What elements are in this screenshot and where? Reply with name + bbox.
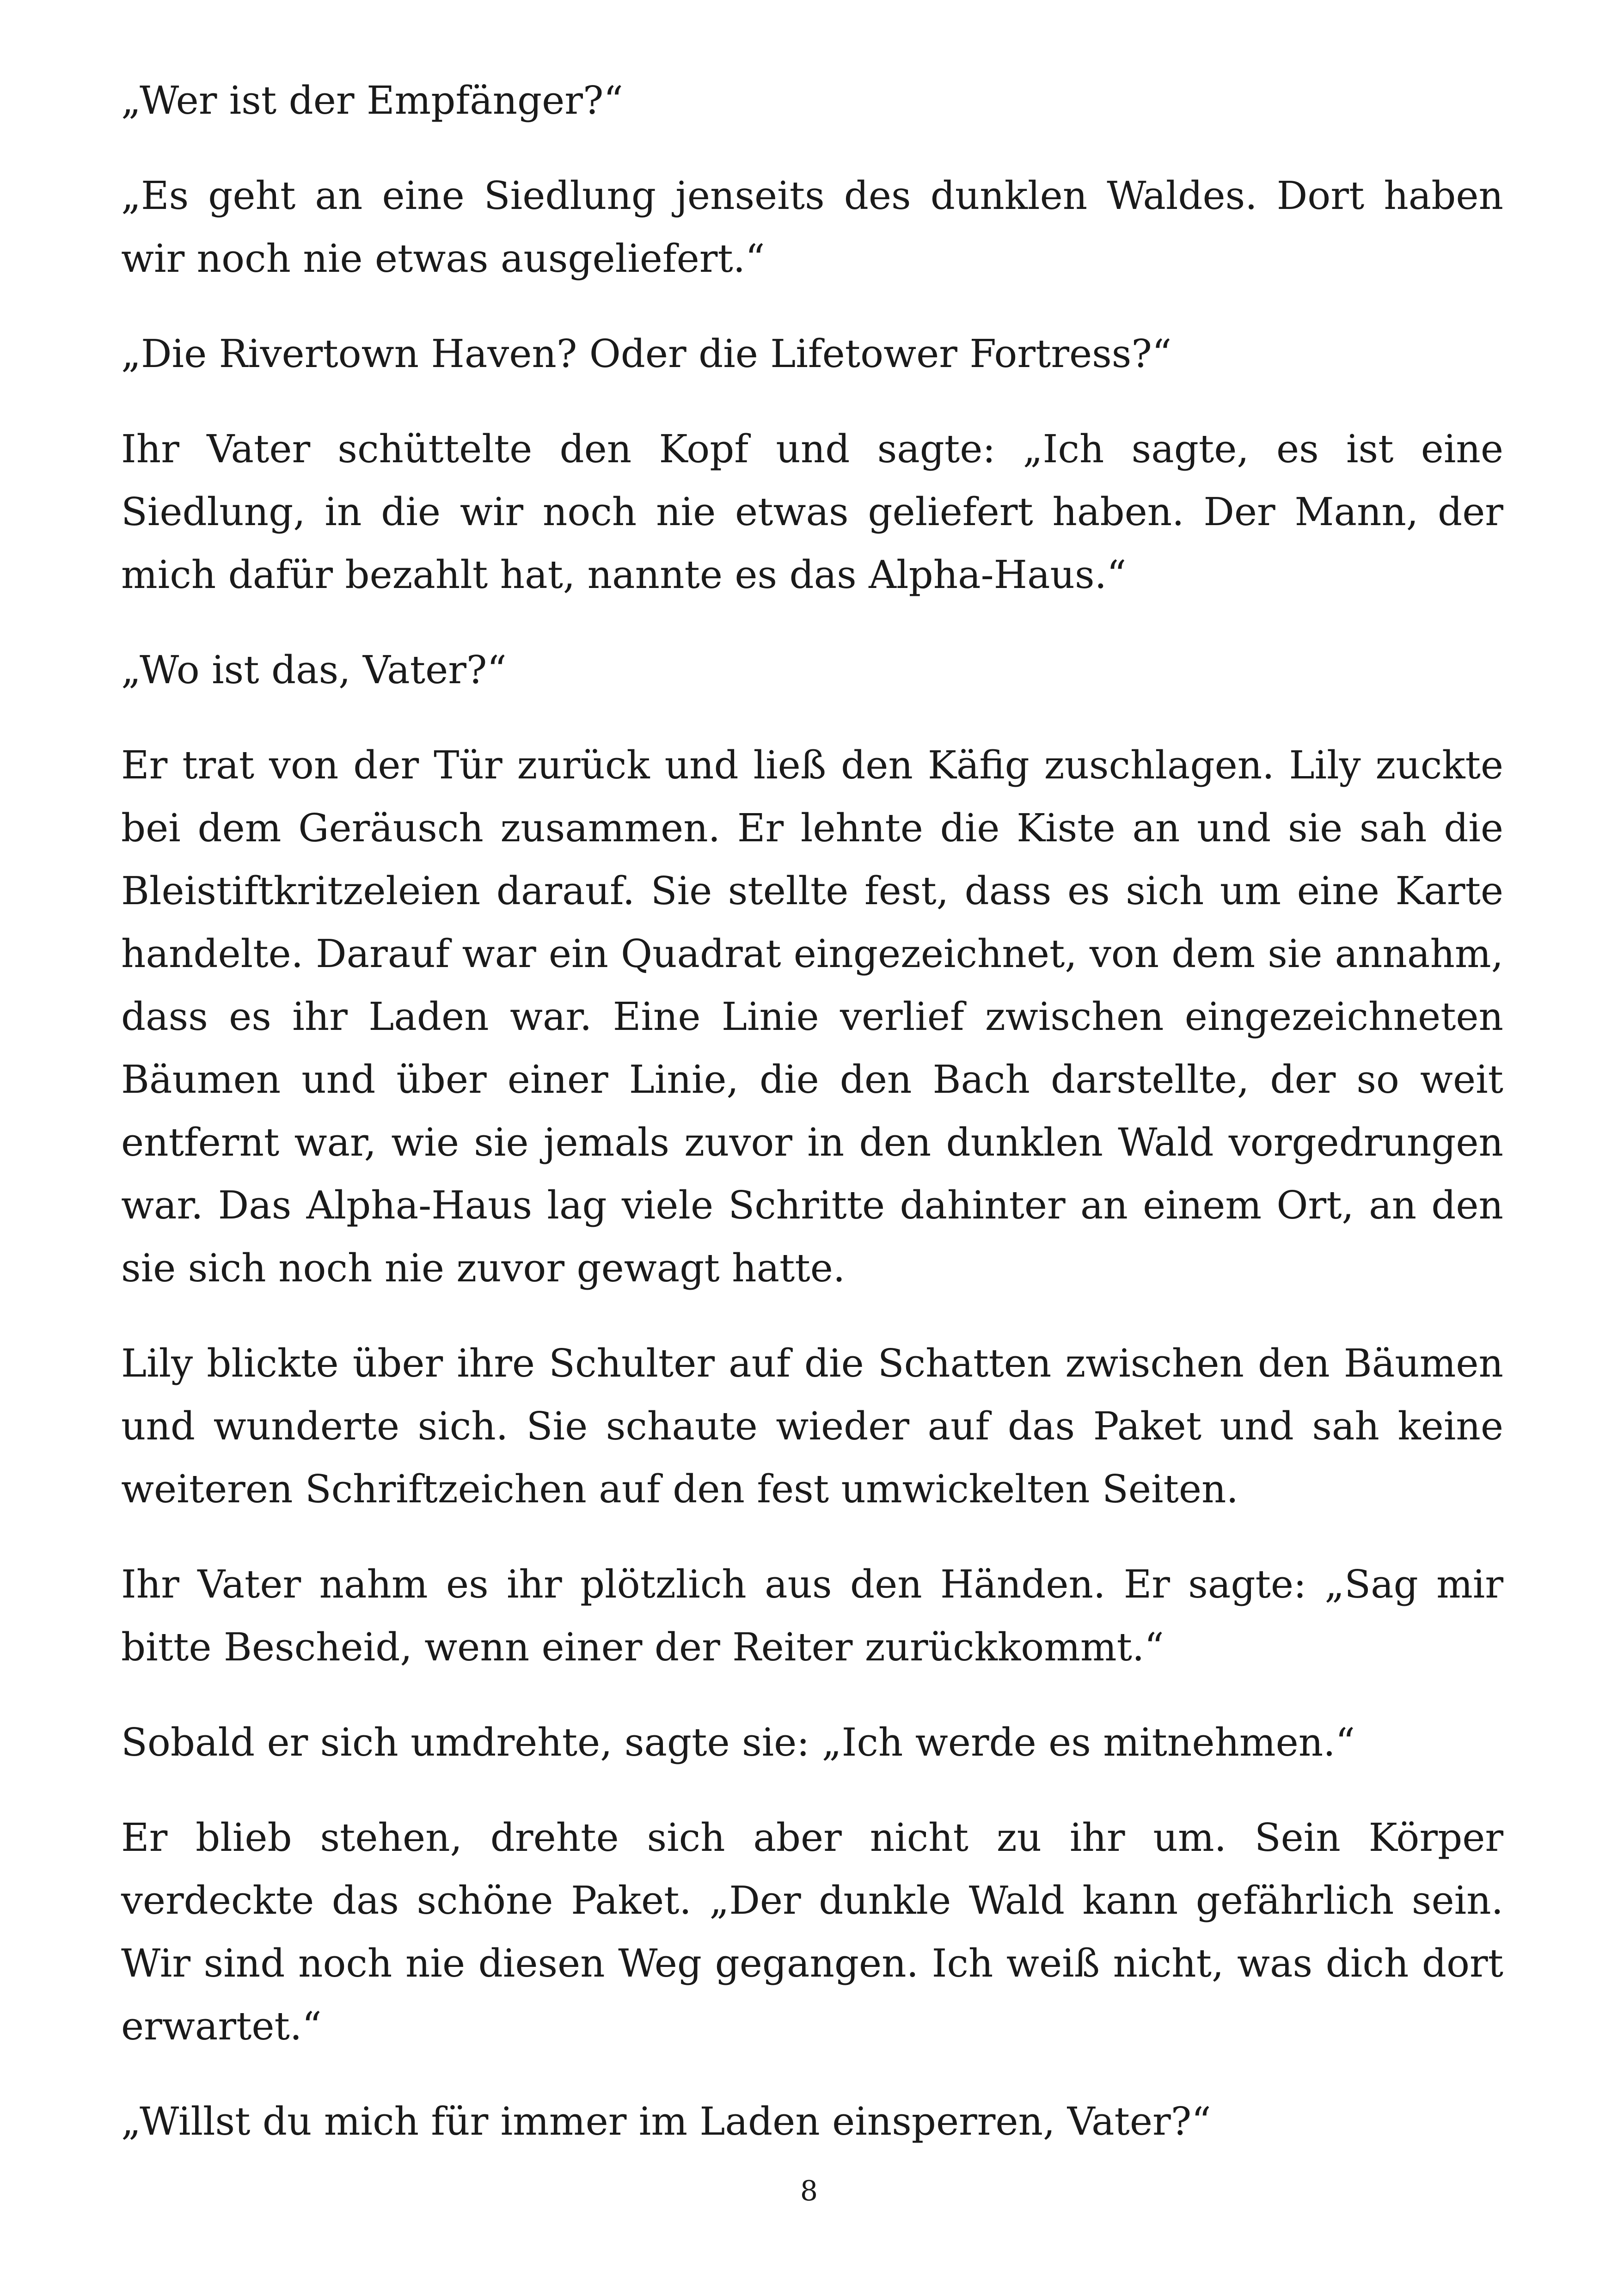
paragraph: Sobald er sich umdrehte, sagte sie: „Ich werde es mitnehmen.“ [121, 1720, 1355, 1765]
paragraph: „Willst du mich für immer im Laden einsperren, Vater?“ [121, 2099, 1211, 2144]
paragraph: „Wo ist das, Vater?“ [121, 648, 507, 692]
paragraph: Ihr Vater nahm es ihr plötzlich aus den Händen. Er sagte: „Sag mir bitte Bescheid, wenn einer der Reiter zurückkommt.“ [121, 1562, 1503, 1670]
body-text [121, 69, 1503, 2186]
paragraph: Er trat von der Tür zurück und ließ den Käfig zuschlagen. Lily zuckte bei dem Geräusch zusammen. Er lehnte die Kiste an und sie sah die Bleistiftkritzeleien darauf. Sie stellte fest, dass es sich um eine Karte handelte. Darauf war ein Quadrat eingezeichnet, von dem sie annahm, dass es ihr Laden war. Eine Linie verlief zwischen eingezeichneten Bäumen und über einer Linie, die den Bach darstellte, der so weit entfernt war, wie sie jemals zuvor in den dunklen Wald vorgedrungen war. Das Alpha-Haus lag viele Schritte dahinter an einem Ort, an den sie sich noch nie zuvor gewagt hatte. [121, 743, 1503, 1291]
paragraph: Er blieb stehen, drehte sich aber nicht zu ihr um. Sein Körper verdeckte das schöne Paket. „Der dunkle Wald kann gefährlich sein. Wir sind noch nie diesen Weg gegangen. Ich weiß nicht, was dich dort erwartet.“ [121, 1815, 1503, 2049]
page-number: 8 [800, 2175, 818, 2207]
paragraph: Lily blickte über ihre Schulter auf die Schatten zwischen den Bäumen und wunderte sich. Sie schaute wieder auf das Paket und sah keine weiteren Schriftzeichen auf den fest umwickelten Seiten. [121, 1341, 1503, 1512]
paragraph: „Die Rivertown Haven? Oder die Lifetower Fortress?“ [121, 331, 1172, 376]
paragraph: „Es geht an eine Siedlung jenseits des dunklen Waldes. Dort haben wir noch nie etwas ausgeliefert.“ [121, 173, 1503, 281]
paragraph: Ihr Vater schüttelte den Kopf und sagte: „Ich sagte, es ist eine Siedlung, in die wir noch nie etwas geliefert haben. Der Mann, der mich dafür bezahlt hat, nannte es das Alpha-Haus.“ [121, 427, 1503, 597]
paragraph: „Wer ist der Empfänger?“ [121, 78, 623, 123]
